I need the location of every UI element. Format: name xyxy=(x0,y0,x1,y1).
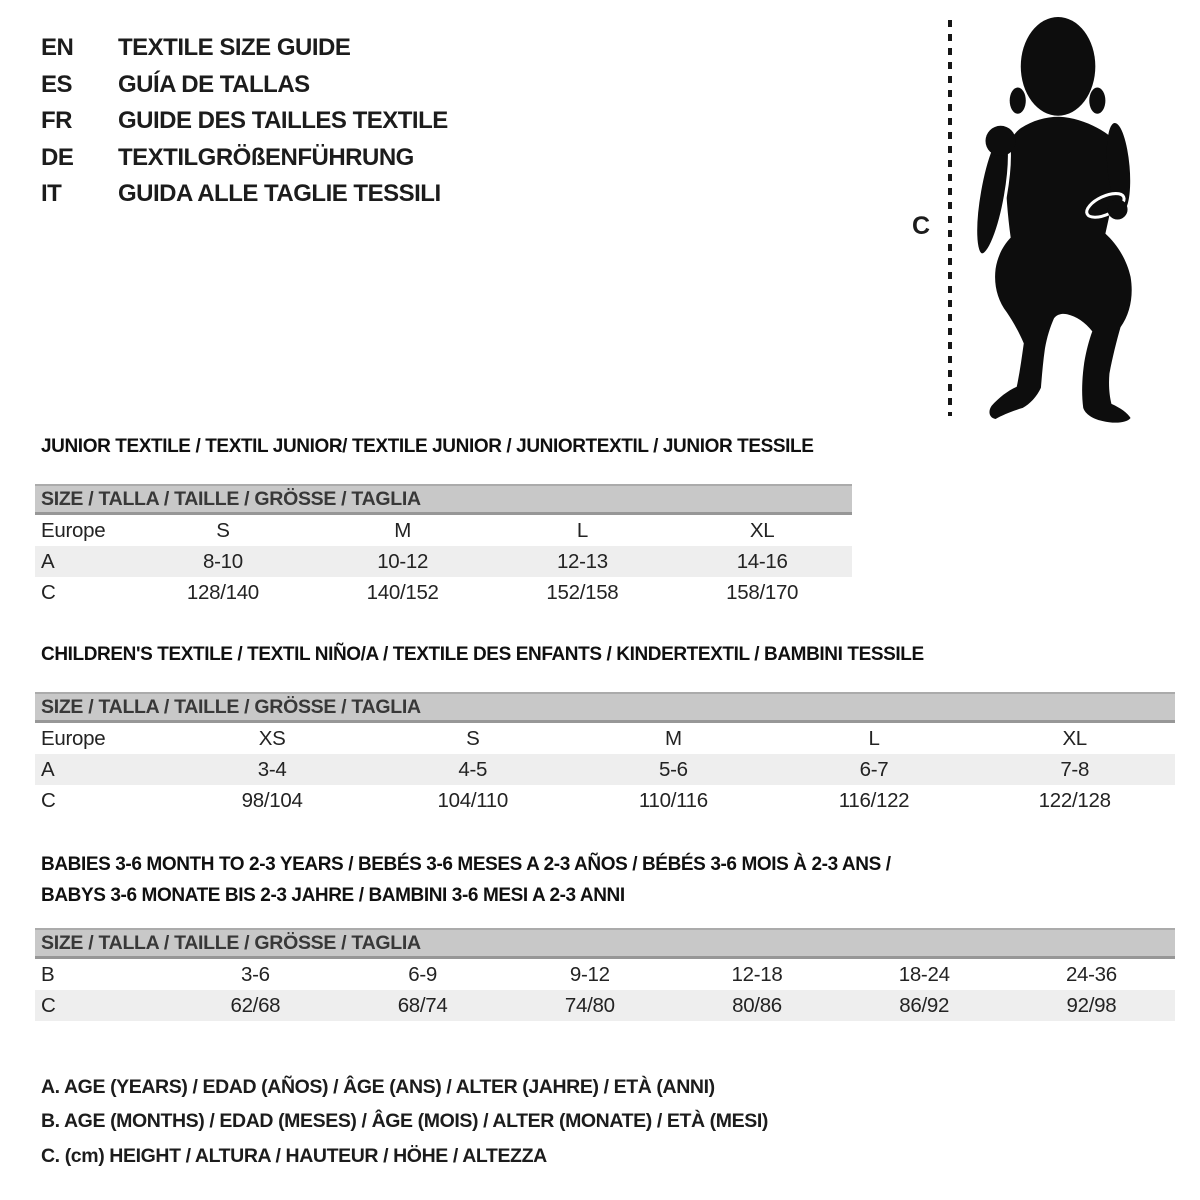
language-code: ES xyxy=(41,70,73,98)
table-cell: L xyxy=(868,726,880,750)
table-cell: 86/92 xyxy=(899,993,950,1017)
legend-line: C. (cm) HEIGHT / ALTURA / HAUTEUR / HÖHE / ALTEZZA xyxy=(41,1144,547,1167)
height-measure-label: C xyxy=(912,212,931,240)
table-cell: 10-12 xyxy=(377,549,429,573)
table-row xyxy=(35,754,1175,785)
row-label: C xyxy=(41,993,56,1017)
table-cell: 98/104 xyxy=(241,788,303,812)
language-label: TEXTILGRÖßENFÜHRUNG xyxy=(118,143,414,171)
height-measure-dashed-line xyxy=(948,20,952,416)
table-cell: XL xyxy=(749,518,775,542)
table-cell: 68/74 xyxy=(397,993,448,1017)
table-cell: 9-12 xyxy=(569,962,610,986)
table-row xyxy=(35,785,1175,816)
legend-line: A. AGE (YEARS) / EDAD (AÑOS) / ÂGE (ANS) / ALTER (JAHRE) / ETÀ (ANNI) xyxy=(41,1075,715,1098)
row-label: Europe xyxy=(41,518,106,542)
table-cell: 62/68 xyxy=(230,993,281,1017)
row-label: C xyxy=(41,788,56,812)
legend xyxy=(41,1070,768,1174)
language-row xyxy=(41,176,448,213)
table-cell: S xyxy=(216,518,230,542)
table-cell: 116/122 xyxy=(838,788,910,812)
table-cell: 5-6 xyxy=(659,757,688,781)
table-cell: 7-8 xyxy=(1060,757,1090,781)
table-cell: 110/116 xyxy=(638,788,708,812)
table-cell: M xyxy=(394,518,412,542)
language-label: GUIDA ALLE TAGLIE TESSILI xyxy=(118,180,441,208)
language-code: EN xyxy=(41,34,74,62)
section-title xyxy=(35,434,852,459)
row-label: B xyxy=(41,962,55,986)
size-table xyxy=(35,484,852,608)
table-cell: 6-9 xyxy=(408,962,437,986)
babies-textile-section xyxy=(35,849,1175,1021)
table-cell: 140/152 xyxy=(366,580,439,604)
table-cell: 12-18 xyxy=(731,962,783,986)
table-cell: 158/170 xyxy=(726,580,799,604)
language-code: DE xyxy=(41,143,74,171)
table-cell: M xyxy=(665,726,682,750)
table-cell: L xyxy=(576,518,588,542)
row-label: A xyxy=(41,757,55,781)
table-cell: 80/86 xyxy=(732,993,782,1017)
section-title-line: JUNIOR TEXTILE / TEXTIL JUNIOR/ TEXTILE JUNIOR / JUNIORTEXTIL / JUNIOR TESSILE xyxy=(41,436,814,457)
junior-textile-section xyxy=(35,434,852,608)
table-cell: XL xyxy=(1062,726,1087,750)
size-table xyxy=(35,692,1175,816)
section-title-line: CHILDREN'S TEXTILE / TEXTIL NIÑO/A / TEXTILE DES ENFANTS / KINDERTEXTIL / BAMBINI TESSILE xyxy=(41,644,924,665)
language-code: IT xyxy=(41,180,62,208)
language-row xyxy=(41,67,448,104)
table-cell: 104/110 xyxy=(437,788,508,812)
table-cell: 3-6 xyxy=(241,962,270,986)
childrens-textile-section xyxy=(35,642,1175,816)
size-table xyxy=(35,928,1175,1021)
table-row xyxy=(35,577,852,608)
table-cell: 12-13 xyxy=(556,549,608,573)
language-label: GUÍA DE TALLAS xyxy=(118,70,310,98)
table-row xyxy=(35,515,852,546)
table-cell: 74/80 xyxy=(564,993,615,1017)
table-cell: XS xyxy=(258,726,286,750)
size-table-header: SIZE / TALLA / TAILLE / GRÖSSE / TAGLIA xyxy=(35,692,1175,723)
language-label: GUIDE DES TAILLES TEXTILE xyxy=(118,107,448,135)
language-code: FR xyxy=(41,107,72,135)
table-cell: 4-5 xyxy=(458,757,488,781)
section-title xyxy=(35,849,1175,911)
language-label: TEXTILE SIZE GUIDE xyxy=(118,34,351,62)
table-cell: 152/158 xyxy=(546,580,619,604)
table-cell: 122/128 xyxy=(1038,788,1111,812)
row-label: C xyxy=(41,580,56,604)
row-label: A xyxy=(41,549,55,573)
language-row xyxy=(41,30,448,67)
size-table-header: SIZE / TALLA / TAILLE / GRÖSSE / TAGLIA xyxy=(35,928,1175,959)
section-title-line: BABYS 3-6 MONATE BIS 2-3 JAHRE / BAMBINI 3-6 MESI A 2-3 ANNI xyxy=(41,885,625,906)
language-list xyxy=(41,30,448,213)
row-label: Europe xyxy=(41,726,106,750)
toddler-silhouette-icon xyxy=(966,16,1138,424)
table-row xyxy=(35,546,852,577)
table-cell: 6-7 xyxy=(859,757,889,781)
table-cell: 14-16 xyxy=(736,549,788,573)
language-row xyxy=(41,140,448,177)
table-cell: 92/98 xyxy=(1066,993,1117,1017)
table-cell: S xyxy=(466,726,480,750)
size-table-header: SIZE / TALLA / TAILLE / GRÖSSE / TAGLIA xyxy=(35,484,852,515)
table-cell: 24-36 xyxy=(1065,962,1117,986)
table-cell: 18-24 xyxy=(898,962,950,986)
language-row xyxy=(41,103,448,140)
table-cell: 3-4 xyxy=(257,757,287,781)
table-cell: 128/140 xyxy=(186,580,259,604)
table-row xyxy=(35,723,1175,754)
section-title xyxy=(35,642,1175,667)
table-cell: 8-10 xyxy=(202,549,243,573)
section-title-line: BABIES 3-6 MONTH TO 2-3 YEARS / BEBÉS 3-6 MESES A 2-3 AÑOS / BÉBÉS 3-6 MOIS À 2-3 ANS / xyxy=(41,854,891,875)
table-row xyxy=(35,990,1175,1021)
legend-line: B. AGE (MONTHS) / EDAD (MESES) / ÂGE (MOIS) / ALTER (MONATE) / ETÀ (MESI) xyxy=(41,1110,768,1133)
table-row xyxy=(35,959,1175,990)
